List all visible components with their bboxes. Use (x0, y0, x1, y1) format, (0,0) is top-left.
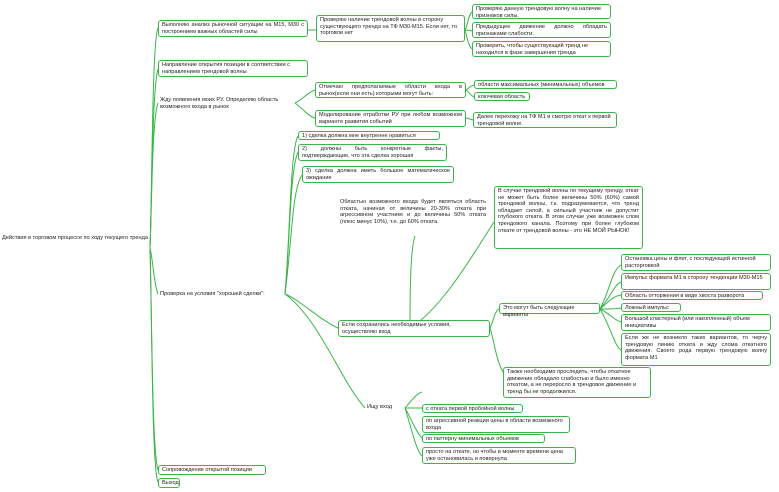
node-mark-entry-areas[interactable]: Отмечаю предполагаемые области входа в рынок(если они есть) которыми могут быть: (315, 82, 466, 98)
node-look-simple-pullback[interactable]: просто на откате, но чтобы в моменте времени цена уже остановилась и повернула (422, 447, 576, 464)
connector-checkwave-1 (465, 12, 472, 30)
node-if-conditions-met[interactable]: Если сохранились необходимые условия, осуществляю вход (338, 320, 490, 337)
connector-var-4 (600, 308, 621, 309)
node-look-min-volume[interactable]: по паттерну минимальных объемов (422, 434, 545, 443)
node-look-breakout-pullback[interactable]: с отката первой пробойной волны (422, 404, 523, 413)
node-variant-false-impulse[interactable]: Ложный импульс (621, 303, 681, 312)
node-key-area[interactable]: ключевая область (474, 92, 530, 101)
node-wait-patterns[interactable]: Жду появления моих РУ. Определяю область возможного входа в рынок (160, 97, 279, 110)
node-condition-3[interactable]: 3) сделка должна иметь большое математическое ожидание (302, 166, 454, 183)
connector-ifmet-zone (410, 236, 415, 328)
connector-mark-max (466, 85, 474, 90)
node-entry-zone[interactable]: Областью возможного входа будет являться область отката, начиная от величины 20-30% отката при агрессивном участнике и до величины 50% отката (плюс минус 10%), т.е. до 60% отката. (340, 199, 486, 225)
node-position-support[interactable]: Сопровождение открытой позиции (158, 465, 266, 475)
node-check-trend-end[interactable]: Проверить, чтобы существующий тренд не находился в фазе завершения тренда (472, 41, 611, 57)
connector-wait-model (295, 103, 315, 118)
node-condition-2[interactable]: 2) должны быть конкретные факты, подтверждающие, что эта сделка хорошая (298, 144, 447, 161)
node-condition-1[interactable]: 1) сделка должна мне внутренне нравиться (298, 131, 440, 140)
node-check-trend-wave[interactable]: Проверяю наличие трендовой волны в сторону существующего тренда на ТФ М30-М15. Если нет, то торговли нет (316, 15, 465, 42)
node-previous-move[interactable]: Предыдущее движение должно обладать признаками слабости. (472, 22, 611, 38)
connector-checkwave-3 (465, 30, 472, 49)
node-modeling[interactable]: Моделирование отработки РУ при любом возможном варианте развития событий (315, 110, 466, 127)
node-exit[interactable]: Выход (158, 478, 180, 488)
connector-look-3 (405, 408, 422, 438)
connector-check-look (285, 294, 365, 408)
node-variant-trendline[interactable]: Если же не возникло таких вариантов, то черчу трендовую линию отката и жду слома откатного движения. Своего рода первую трендовую волну формата М1 (621, 333, 771, 366)
node-look-aggressive[interactable]: по агрессивной реакции цены в области возможного входа (422, 416, 570, 433)
connector-wait-mark (295, 90, 315, 103)
node-wave-strength[interactable]: Проверяю данную трендовую волну на наличие признаков силы. (472, 4, 611, 19)
node-variant-rejection[interactable]: Область отторжения в виде хвоста разворота (621, 291, 763, 300)
connector-look-1 (405, 392, 422, 408)
root-node[interactable]: Действия в торговом процессе по ходу текущего тренда (2, 235, 148, 241)
node-market-analysis[interactable]: Выполняю анализ рыночной ситуации на М15, М30 с построением важных областей силы (158, 20, 308, 37)
connector-var-1 (600, 265, 621, 309)
connector-look-4 (405, 408, 422, 456)
node-area-max-volume[interactable]: области максимальных (минимальных) объемов (474, 80, 617, 89)
connector-model-next (466, 118, 473, 120)
connector-ifmet-variants (490, 309, 499, 328)
connector-check-c3 (285, 175, 302, 294)
node-direction[interactable]: Направление открытия позиции в соответствии с направлением трендовой волны (158, 60, 308, 77)
node-deep-pullback[interactable]: В случае трендовой волны по текущему тренду, откат не может быть более величины 50% (60%) самой трендовой волны, т.к. подразумевается, что тренд обладает силой, а сильный участник не допустит глубокого отката. В этом случае уже возможен слом трендового канала. Поэтому при более глубоком откате от трендовой волны - это НЕ МОЙ РЫНОК! (494, 186, 643, 249)
connector-ifmet-also (490, 328, 503, 372)
connector-ifmet-deep (410, 222, 494, 328)
node-variant-impulse[interactable]: Импульс формата М1 в сторону тенденции М30-М15 (621, 273, 771, 290)
node-variants[interactable]: Это могут быть следующие варианты (499, 303, 600, 314)
connector-root-exit (150, 248, 158, 482)
node-also-check-pullback[interactable]: Также необходимо проследить, чтобы откатное движение обладало слабостью и было именно откатом, а не переросло в трендовое движение и тренд бы не продолжился. (503, 367, 651, 398)
connector-mark-key (466, 90, 474, 97)
node-look-entry[interactable]: Ищу вход (367, 404, 392, 410)
node-good-deal-check[interactable]: Проверка на условия "хорошей сделки": (160, 291, 265, 297)
node-variant-flat[interactable]: Остановка цены и флет, с последующей истинной расторговкой (621, 254, 771, 271)
node-variant-cluster-volume[interactable]: Большой кластерный (или накопленный) объем инициативы (621, 314, 771, 331)
connector-checkwave-2 (465, 30, 472, 31)
node-next-tf[interactable]: Далее перехожу на ТФ М1 и смотрю откат к первой трендовой волне. (473, 112, 617, 128)
